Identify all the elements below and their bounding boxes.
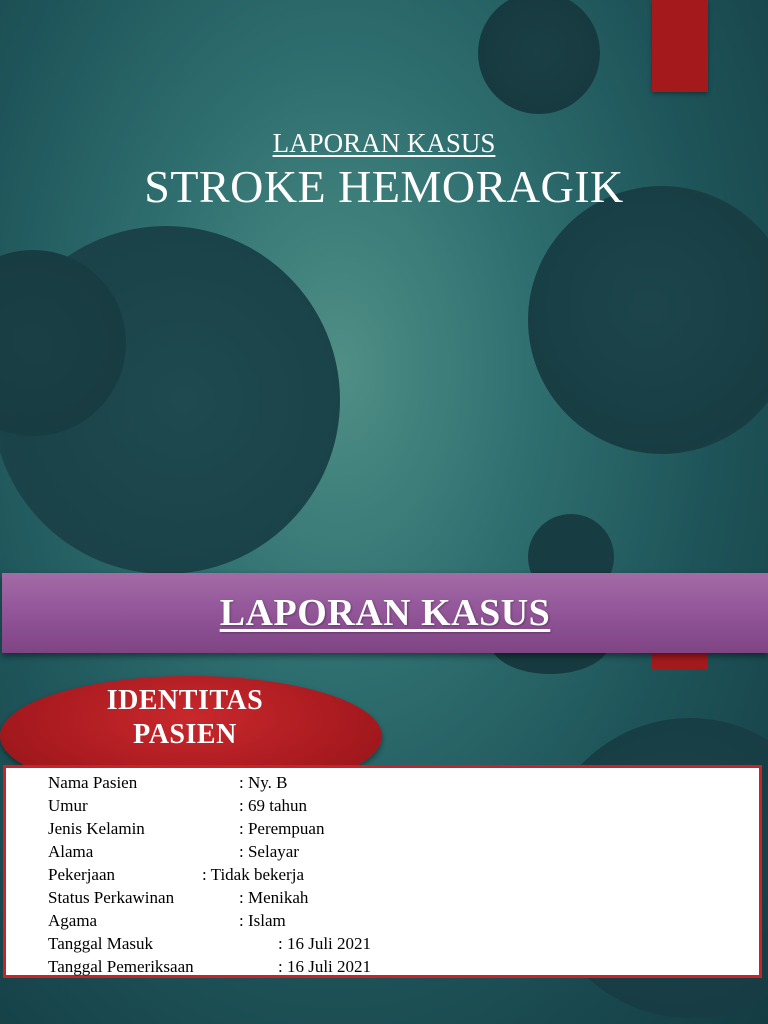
patient-row-occupation [48,865,304,885]
slide-title: STROKE HEMORAGIK [144,161,624,212]
row-value: : Menikah [239,888,309,907]
row-value: : Tidak bekerja [202,865,304,884]
section-badge-line-1: IDENTITAS [106,685,264,716]
patient-row-religion [48,911,286,931]
row-value: : Ny. B [239,773,288,792]
row-value: : Islam [239,911,286,930]
section-badge-line-2: PASIEN [133,719,237,750]
row-value: : Selayar [239,842,299,861]
row-label: Tanggal Pemeriksaan [48,957,194,976]
row-label: Umur [48,796,88,815]
accent-bar-top [652,0,708,92]
patient-row-age [48,796,307,816]
patient-identity-card [3,765,762,978]
patient-row-marital-status [48,888,309,908]
patient-row-examination-date [48,957,372,977]
slide-subtitle: LAPORAN KASUS [272,128,496,158]
patient-row-admission-date [48,934,372,954]
row-value: : 16 Juli 2021 [278,934,372,953]
row-label: Agama [48,911,98,930]
row-value: : Perempuan [239,819,325,838]
patient-row-gender [48,819,325,839]
patient-row-name [48,773,288,793]
row-label: Alama [48,842,94,861]
banner-title: LAPORAN KASUS [219,592,551,634]
row-label: Jenis Kelamin [48,819,145,838]
background-circle [528,186,768,454]
row-label: Nama Pasien [48,773,138,792]
row-label: Tanggal Masuk [48,934,154,953]
row-label: Status Perkawinan [48,888,175,907]
background-circle [478,0,600,114]
section-badge-label [107,684,263,752]
row-label: Pekerjaan [48,865,116,884]
patient-row-address [48,842,299,862]
row-value: : 69 tahun [239,796,307,815]
section-banner [2,573,768,653]
row-value: : 16 Juli 2021 [278,957,372,976]
